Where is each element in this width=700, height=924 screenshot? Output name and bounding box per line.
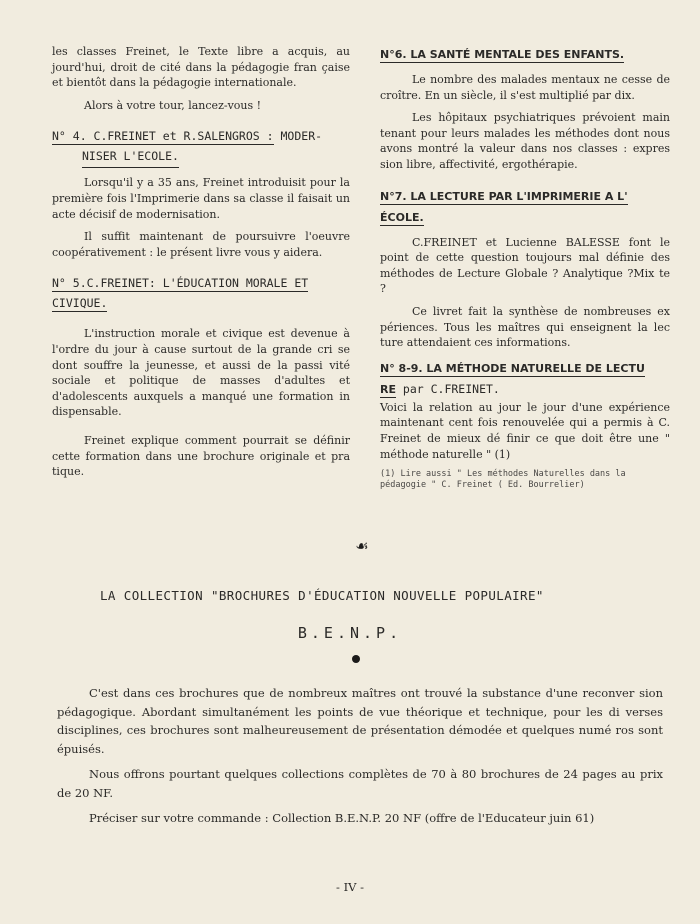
- no7-heading-part-b: ÉCOLE.: [380, 210, 424, 224]
- no4-heading-part-b: MODER-: [280, 129, 323, 144]
- right-column: [380, 44, 670, 491]
- no89-heading-part-b: RE: [380, 382, 396, 396]
- no5-heading-part-b: CIVIQUE.: [52, 296, 108, 311]
- collection-description: [57, 684, 663, 828]
- footnote: (1) Lire aussi " Les méthodes Naturelles dans la pédagogie " C. Freinet ( Ed. Bourrelier): [380, 469, 626, 491]
- no5-heading-part-a: N° 5.C.FREINET: L'ÉDUCATION MORALE ET: [52, 276, 309, 291]
- no5-paragraph-1: L'instruction morale et civique est devenue à l'ordre du jour à cause surtout de la grande cri se dont souffre la jeunesse, et aussi de la passi vité sociale et politique de masses d'adultes et d'adolescents auxquels a manqué une formation in dispensable.: [52, 327, 350, 419]
- no7-paragraph-2: Ce livret fait la synthèse de nombreuses ex périences. Tous les maîtres qui enseignent la lec ture attendaient ces informations.: [380, 304, 670, 350]
- no4-heading-part-a: N° 4. C.FREINET et R.SALENGROS :: [52, 129, 274, 144]
- intro-paragraph-1: les classes Freinet, le Texte libre a acquis, au jourd'hui, droit de cité dans la pédagogie fran çaise et bientôt dans la pédagogie internationale.: [52, 45, 350, 90]
- section-heading-no6: [380, 44, 670, 65]
- no6-paragraph-2: Les hôpitaux psychiatriques prévoient main tenant pour leurs malades les méthodes dont nous avons montré la valeur dans nos classes : expres sion libre, affectivité, ergothérapie.: [380, 111, 670, 171]
- no6-paragraph-1: Le nombre des malades mentaux ne cesse de croître. En un siècle, il s'est multiplié par dix.: [380, 73, 670, 102]
- ornament-icon: ☙: [355, 537, 369, 555]
- no7-heading-part-a: N°7. LA LECTURE PAR L'IMPRIMERIE A L': [380, 189, 628, 203]
- collection-title: LA COLLECTION "BROCHURES D'ÉDUCATION NOUVELLE POPULAIRE": [100, 588, 544, 603]
- no4-heading-part-c: NISER L'ECOLE.: [82, 146, 179, 168]
- no89-paragraph-1: Voici la relation au jour le jour d'une expérience maintenant cent fois renouvelée qui a permis à C. Freinet de mieux dé finir ce que doit être une " méthode naturelle " (1): [380, 400, 670, 461]
- collection-acronym: B.E.N.P.: [297, 624, 403, 642]
- page-number: - IV -: [336, 880, 364, 894]
- bullet-dot-icon: [352, 655, 360, 663]
- collection-paragraph-2: Nous offrons pourtant quelques collections complètes de 70 à 80 brochures de 24 pages au prix de 20 NF.: [57, 767, 663, 800]
- no89-heading-part-a: N° 8-9. LA MÉTHODE NATURELLE DE LECTU: [380, 361, 645, 375]
- collection-paragraph-3: Préciser sur votre commande : Collection B.E.N.P. 20 NF (offre de l'Educateur juin 61): [89, 811, 595, 825]
- collection-paragraph-1: C'est dans ces brochures que de nombreux maîtres ont trouvé la substance d'une reconver sion pédagogique. Abordant simultanément les points de vue théorique et technique, pour les di verses disciplines, ces brochures sont malheureusement de présentation démodée et quelques numé ros sont épuisés.: [57, 686, 663, 756]
- no5-paragraph-2: Freinet explique comment pourrait se définir cette formation dans une brochure originale et pra tique.: [52, 433, 350, 479]
- intro-paragraph-2: Alors à votre tour, lancez-vous !: [84, 98, 262, 112]
- no4-paragraph-2: Il suffit maintenant de poursuivre l'oeuvre coopérativement : le présent livre vous y aidera.: [52, 230, 350, 259]
- section-heading-no8-9: [380, 358, 670, 400]
- section-heading-no7: [380, 186, 670, 228]
- section-heading-no5: [52, 273, 350, 313]
- no89-heading-part-c: par C.FREINET.: [402, 381, 500, 396]
- section-heading-no4: [52, 126, 350, 168]
- left-column: [52, 44, 350, 480]
- no7-paragraph-1: C.FREINET et Lucienne BALESSE font le point de cette question toujours mal définie des méthodes de Lecture Globale ? Analytique ?Mix te ?: [380, 235, 670, 296]
- no4-paragraph-1: Lorsqu'il y a 35 ans, Freinet introduisit pour la première fois l'Imprimerie dans sa classe il faisait un acte décisif de modernisation.: [52, 176, 350, 221]
- no6-heading: N°6. LA SANTÉ MENTALE DES ENFANTS.: [380, 48, 625, 61]
